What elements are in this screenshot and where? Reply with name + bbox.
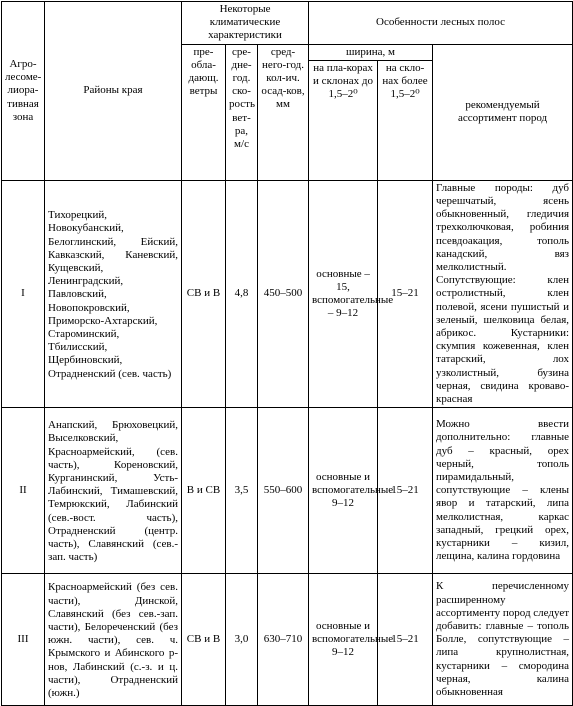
table-row bbox=[2, 574, 573, 706]
cell-zone: I bbox=[2, 180, 45, 407]
cell-assortment: Главные породы: дуб черешчатый, ясень обыкновенный, гледичия трехколючковая, робиния псевдоакация, тополь канадский, вяз мелколистный. Сопутствующие: клен остролистный, клен полевой, ясени пушистый и зеленый, шелковица белая, абрикос. Кустарники: скумпия кожевенная, клен татарский, лох узколистный, бузина черная, свидина кроваво-красная bbox=[433, 180, 573, 407]
header-forest-group: Особенности лесных полос bbox=[309, 2, 573, 45]
table-row bbox=[2, 180, 573, 407]
header-width-plain: на пла-корах и склонах до 1,5–2⁰ bbox=[309, 60, 378, 180]
cell-wind-speed: 3,5 bbox=[226, 408, 258, 574]
cell-width-plain: основные – 15, вспомогательные – 9–12 bbox=[309, 180, 378, 407]
cell-width-slope: 15–21 bbox=[378, 408, 433, 574]
cell-precip: 630–710 bbox=[258, 574, 309, 706]
header-winds: пре-обла-дающ. ветры bbox=[182, 44, 226, 180]
header-width-slope: на скло-нах более 1,5–2⁰ bbox=[378, 60, 433, 180]
cell-districts: Красноармейский (без сев. части), Динской, Славянский (без сев.-зап. части), Белореченский (без южн. части), сев. ч. Крымского и Абинского р-нов, Лабинский (с.-з. и ц. части), Отрадненский (южн.) bbox=[45, 574, 182, 706]
header-width-group: ширина, м bbox=[309, 44, 433, 60]
cell-assortment: К перечисленному расширенному ассортименту пород следует добавить: главные – тополь Болле, сопутствующие – липа крупнолистная, кустарники – смородина черная, калина обыкновенная bbox=[433, 574, 573, 706]
cell-wind-speed: 4,8 bbox=[226, 180, 258, 407]
cell-wind-speed: 3,0 bbox=[226, 574, 258, 706]
header-zone: Агро-лесоме-лиора-тивная зона bbox=[2, 2, 45, 181]
cell-precip: 550–600 bbox=[258, 408, 309, 574]
header-climate-group: Некоторые климатические характеристики bbox=[182, 2, 309, 45]
table-row bbox=[2, 408, 573, 574]
header-precip: сред-него-год. кол-ич. осад-ков, мм bbox=[258, 44, 309, 180]
cell-zone: III bbox=[2, 574, 45, 706]
cell-winds: СВ и В bbox=[182, 180, 226, 407]
header-assortment: рекомендуемый ассортимент пород bbox=[433, 44, 573, 180]
forest-belt-table bbox=[1, 1, 573, 706]
cell-width-plain: основные и вспомогательные 9–12 bbox=[309, 408, 378, 574]
cell-zone: II bbox=[2, 408, 45, 574]
cell-precip: 450–500 bbox=[258, 180, 309, 407]
cell-winds: СВ и В bbox=[182, 574, 226, 706]
cell-districts: Тихорецкий, Новокубанский, Белоглинский, Ейский, Кавказский, Каневский, Кущевский, Ленинградский, Павловский, Новопокровский, Приморско-Ахтарский, Староминский, Тбилисский, Щербиновский, Отрадненский (сев. часть) bbox=[45, 180, 182, 407]
header-districts: Районы края bbox=[45, 2, 182, 181]
header-wind-speed: сре-дне-год. ско-рость вет-ра, м/с bbox=[226, 44, 258, 180]
cell-assortment: Можно ввести дополнительно: главные дуб – красный, орех черный, тополь пирамидальный, сопутствующие – клены явор и татарский, липа мелколистная, каркас западный, грецкий орех, кустарники – кизил, лещина, калина гордовина bbox=[433, 408, 573, 574]
cell-width-plain: основные и вспомогательные 9–12 bbox=[309, 574, 378, 706]
cell-districts: Анапский, Брюховецкий, Выселковский, Красноармейский, (сев. часть), Кореновский, Курганинский, Усть-Лабинский, Тимашевский, Темрюкский, Лабинский (сев.-вост. часть), Отрадненский (центр. часть), Славянский (сев.-зап. часть) bbox=[45, 408, 182, 574]
cell-winds: В и СВ bbox=[182, 408, 226, 574]
cell-width-slope: 15–21 bbox=[378, 574, 433, 706]
cell-width-slope: 15–21 bbox=[378, 180, 433, 407]
